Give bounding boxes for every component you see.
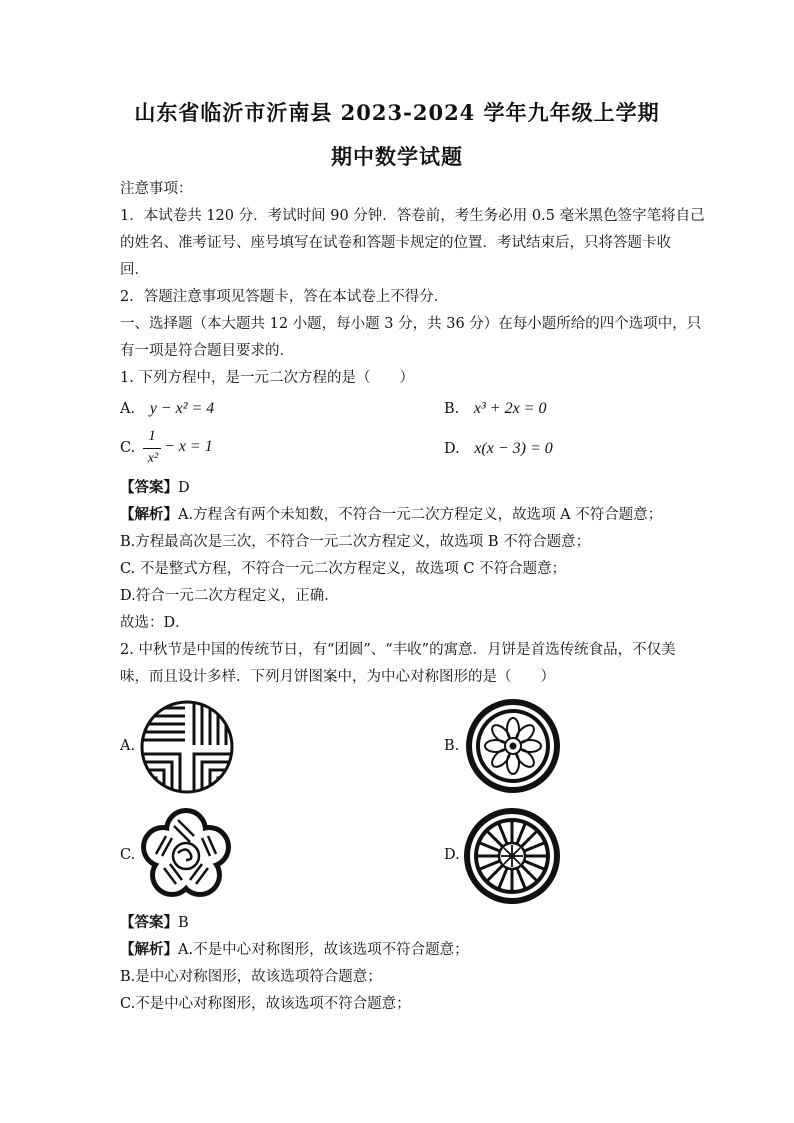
q2-stem-line-2: 味，而且设计多样．下列月饼图案中，为中心对称图形的是（ ）: [120, 669, 555, 685]
notice-item-1-line-2: 的姓名、准考证号、座号填写在试卷和答题卡规定的位置．考试结束后，只将答题卡收: [120, 235, 671, 251]
section-1-line-2: 有一项是符合题目要求的．: [120, 343, 294, 359]
q1-analysis-2: B.方程最高次是三次，不符合一元二次方程定义，故选项 B 不符合题意；: [120, 534, 591, 550]
q2-option-b-mooncake-figure: [464, 697, 562, 795]
q1-option-c-numerator: 1: [148, 428, 156, 444]
q2-option-c-mooncake-figure: [138, 806, 234, 902]
q2-option-b-label: B.: [444, 738, 460, 754]
q2-option-d-label: D.: [444, 847, 460, 863]
q1-answer-tag: 【答案】: [120, 479, 178, 496]
notice-item-1-line-3: 回．: [120, 262, 149, 278]
q1-option-b-formula: x³ + 2x = 0: [473, 400, 547, 417]
q1-option-c-fraction-bar: [143, 448, 161, 449]
q2-stem-line-1: 2. 中秋节是中国的传统节日，有“团圆”、“丰收”的寓意．月饼是首选传统食品，不仅美: [120, 642, 676, 658]
q1-answer: [120, 479, 680, 497]
q2-analysis-2: B.是中心对称图形，故该选项符合题意；: [120, 969, 382, 985]
q2-answer-value: B: [178, 915, 189, 931]
q2-analysis-3: C.不是中心对称图形，故该选项不符合题意；: [120, 996, 411, 1012]
q1-option-a-formula: y − x² = 4: [149, 400, 215, 417]
q1-stem: 1. 下列方程中，是一元二次方程的是（ ）: [120, 370, 414, 386]
q1-option-d-formula: x(x − 3) = 0: [474, 440, 553, 457]
q1-option-d: [444, 440, 553, 458]
q2-option-c-label: C.: [120, 847, 136, 863]
q2-option-d-mooncake-figure: [462, 806, 562, 906]
q1-option-b-label: B.: [444, 401, 460, 417]
q1-answer-value: D: [178, 480, 190, 496]
q2-option-a-label: A.: [120, 738, 136, 754]
q2-analysis-1-text: A.不是中心对称图形，故该选项不符合题意；: [178, 942, 469, 958]
q1-option-b: [444, 400, 546, 418]
q1-analysis-1: [120, 506, 680, 524]
title-line-1: 山东省临沂市沂南县 2023-2024 学年九年级上学期: [134, 100, 660, 125]
q1-option-a-label: A.: [120, 401, 136, 417]
q2-answer: [120, 914, 680, 932]
q1-analysis-4: D.符合一元二次方程定义，正确．: [120, 588, 339, 604]
q1-conclusion: 故选：D．: [120, 615, 190, 631]
q1-analysis-3: C. 不是整式方程，不符合一元二次方程定义，故选项 C 不符合题意；: [120, 561, 567, 577]
notice-item-2: 2．答题注意事项见答题卡，答在本试卷上不得分．: [120, 289, 449, 305]
title-line-2: 期中数学试题: [331, 144, 463, 169]
q2-analysis-1: [120, 941, 680, 959]
q1-option-c-denominator: x²: [147, 451, 159, 466]
q1-option-a: [120, 400, 214, 418]
q1-analysis-1-text: A.方程含有两个未知数，不符合一元二次方程定义，故选项 A 不符合题意；: [178, 507, 663, 523]
section-1-line-1: 一、选择题（本大题共 12 小题，每小题 3 分，共 36 分）在每小题所给的四个选项中，只: [120, 316, 702, 332]
notice-heading: 注意事项：: [120, 181, 193, 197]
q2-answer-tag: 【答案】: [120, 914, 178, 931]
q1-option-c-rest: − x = 1: [164, 438, 213, 455]
notice-item-1-line-1: 1．本试卷共 120 分．考试时间 90 分钟．答卷前，考生务必用 0.5 毫米黑色签字笔将自己: [120, 208, 705, 224]
q2-analysis-tag: 【解析】: [120, 941, 178, 958]
q1-analysis-tag: 【解析】: [120, 506, 178, 523]
q2-option-a-mooncake-figure: [140, 700, 234, 794]
q1-option-d-label: D.: [444, 441, 460, 457]
q1-option-c-label: C.: [120, 440, 136, 456]
